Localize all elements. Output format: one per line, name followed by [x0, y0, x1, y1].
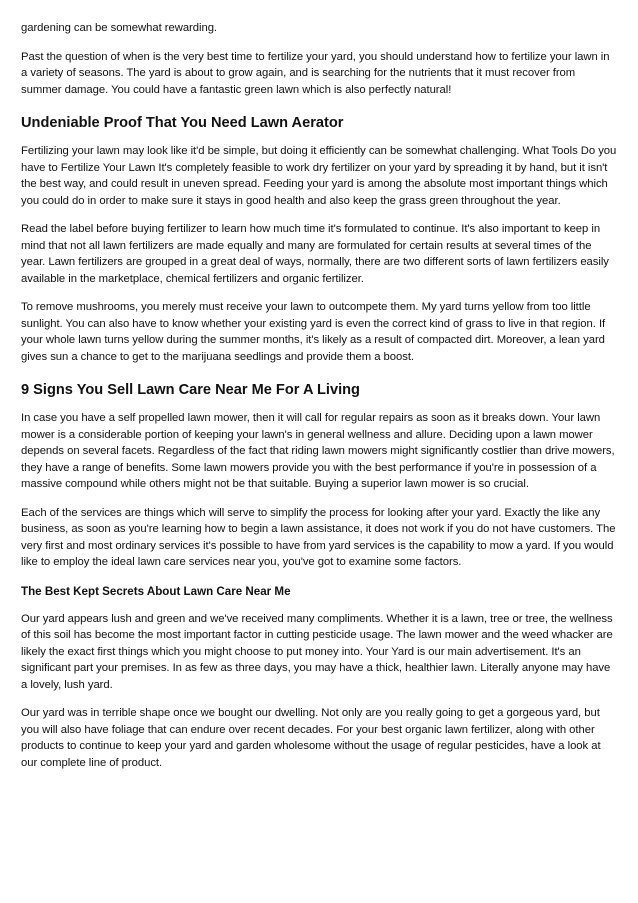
heading-best-kept-secrets: The Best Kept Secrets About Lawn Care Near Me: [21, 584, 291, 598]
paragraph-5: In case you have a self propelled lawn mower, then it will call for regular repairs as soon as it breaks down. Your lawn mower is a considerable portion of keeping your lawn's in general wellness and allure. Deciding upon a lawn mower depends on several facets. Regardless of the fact that riding lawn mowers might significantly costlier than drive mowers, they have a range of benefits. Some lawn mowers provide you with the best performance if you're in possession of a massive compound while others might not be that suitable. Buying a superior lawn mower is so crucial.: [21, 412, 615, 490]
paragraph-3: Read the label before buying fertilizer to learn how much time it's formulated to continue. It's also important to keep in mind that not all lawn fertilizers are made equally and many are formulated for certain results at several times of the year. Lawn fertilizers are grouped in a great deal of ways, normally, there are two different sorts of lawn fertilizers easily available in the marketplace, chemical fertilizers and organic fertilizer.: [21, 223, 609, 285]
paragraph-8: Our yard was in terrible shape once we bought our dwelling. Not only are you really going to get a gorgeous yard, but you will also have foliage that can endure over recent decades. For your best organic lawn fertilizer, along with other products to continue to keep your yard and garden wholesome without the usage of regular pesticides, have a look at our complete line of product.: [21, 707, 601, 769]
paragraph-6: Each of the services are things which will serve to simplify the process for looking after your yard. Exactly the like any business, as soon as you're learning how to begin a lawn assistance, it does not work if you do not have customers. The very first and most ordinary services it's possible to have from yard services is the capability to mow a yard. If you would like to employ the ideal lawn care services near you, you've got to examine some factors.: [21, 506, 616, 568]
heading-lawn-aerator: Undeniable Proof That You Need Lawn Aerator: [21, 115, 344, 131]
heading-lawn-care-signs: 9 Signs You Sell Lawn Care Near Me For A Living: [21, 382, 360, 398]
intro-fragment: gardening can be somewhat rewarding.: [21, 22, 218, 34]
paragraph-4: To remove mushrooms, you merely must receive your lawn to outcompete them. My yard turns yellow from too little sunlight. You can also have to know whether your existing yard is even the correct kind of grass to live in that region. If your whole lawn turns yellow during the summer months, it's likely as a result of compacted dirt. Moreover, a lean yard gives sun a chance to get to the marijuana seedlings and provide them a boost.: [21, 301, 606, 363]
paragraph-2: Fertilizing your lawn may look like it'd be simple, but doing it efficiently can be somewhat challenging. What Tools Do you have to Fertilize Your Lawn It's completely feasible to work dry fertilizer on your yard by spreading it by hand, but it isn't the best way, and could result in uneven spread. Feeding your yard is among the absolute most important things which you could do in order to make sure it stays in good health and also keep the grass green throughout the year.: [21, 145, 617, 207]
paragraph-1: Past the question of when is the very best time to fertilize your yard, you should understand how to fertilize your lawn in a variety of seasons. The yard is about to grow again, and is searching for the nutrients that it must recover from summer damage. You could have a fantastic green lawn which is also perfectly natural!: [21, 50, 610, 96]
paragraph-7: Our yard appears lush and green and we've received many compliments. Whether it is a lawn, tree or tree, the wellness of this soil has become the most important factor in cutting pesticide usage. The lawn mower and the weed whacker are likely the exact first things which you might choose to put money into. Your Yard is our main advertisement. It's an significant part your premises. In as few as three days, you may have a thick, healthier lawn. Literally anyone may have a lovely, lush yard.: [21, 612, 613, 691]
